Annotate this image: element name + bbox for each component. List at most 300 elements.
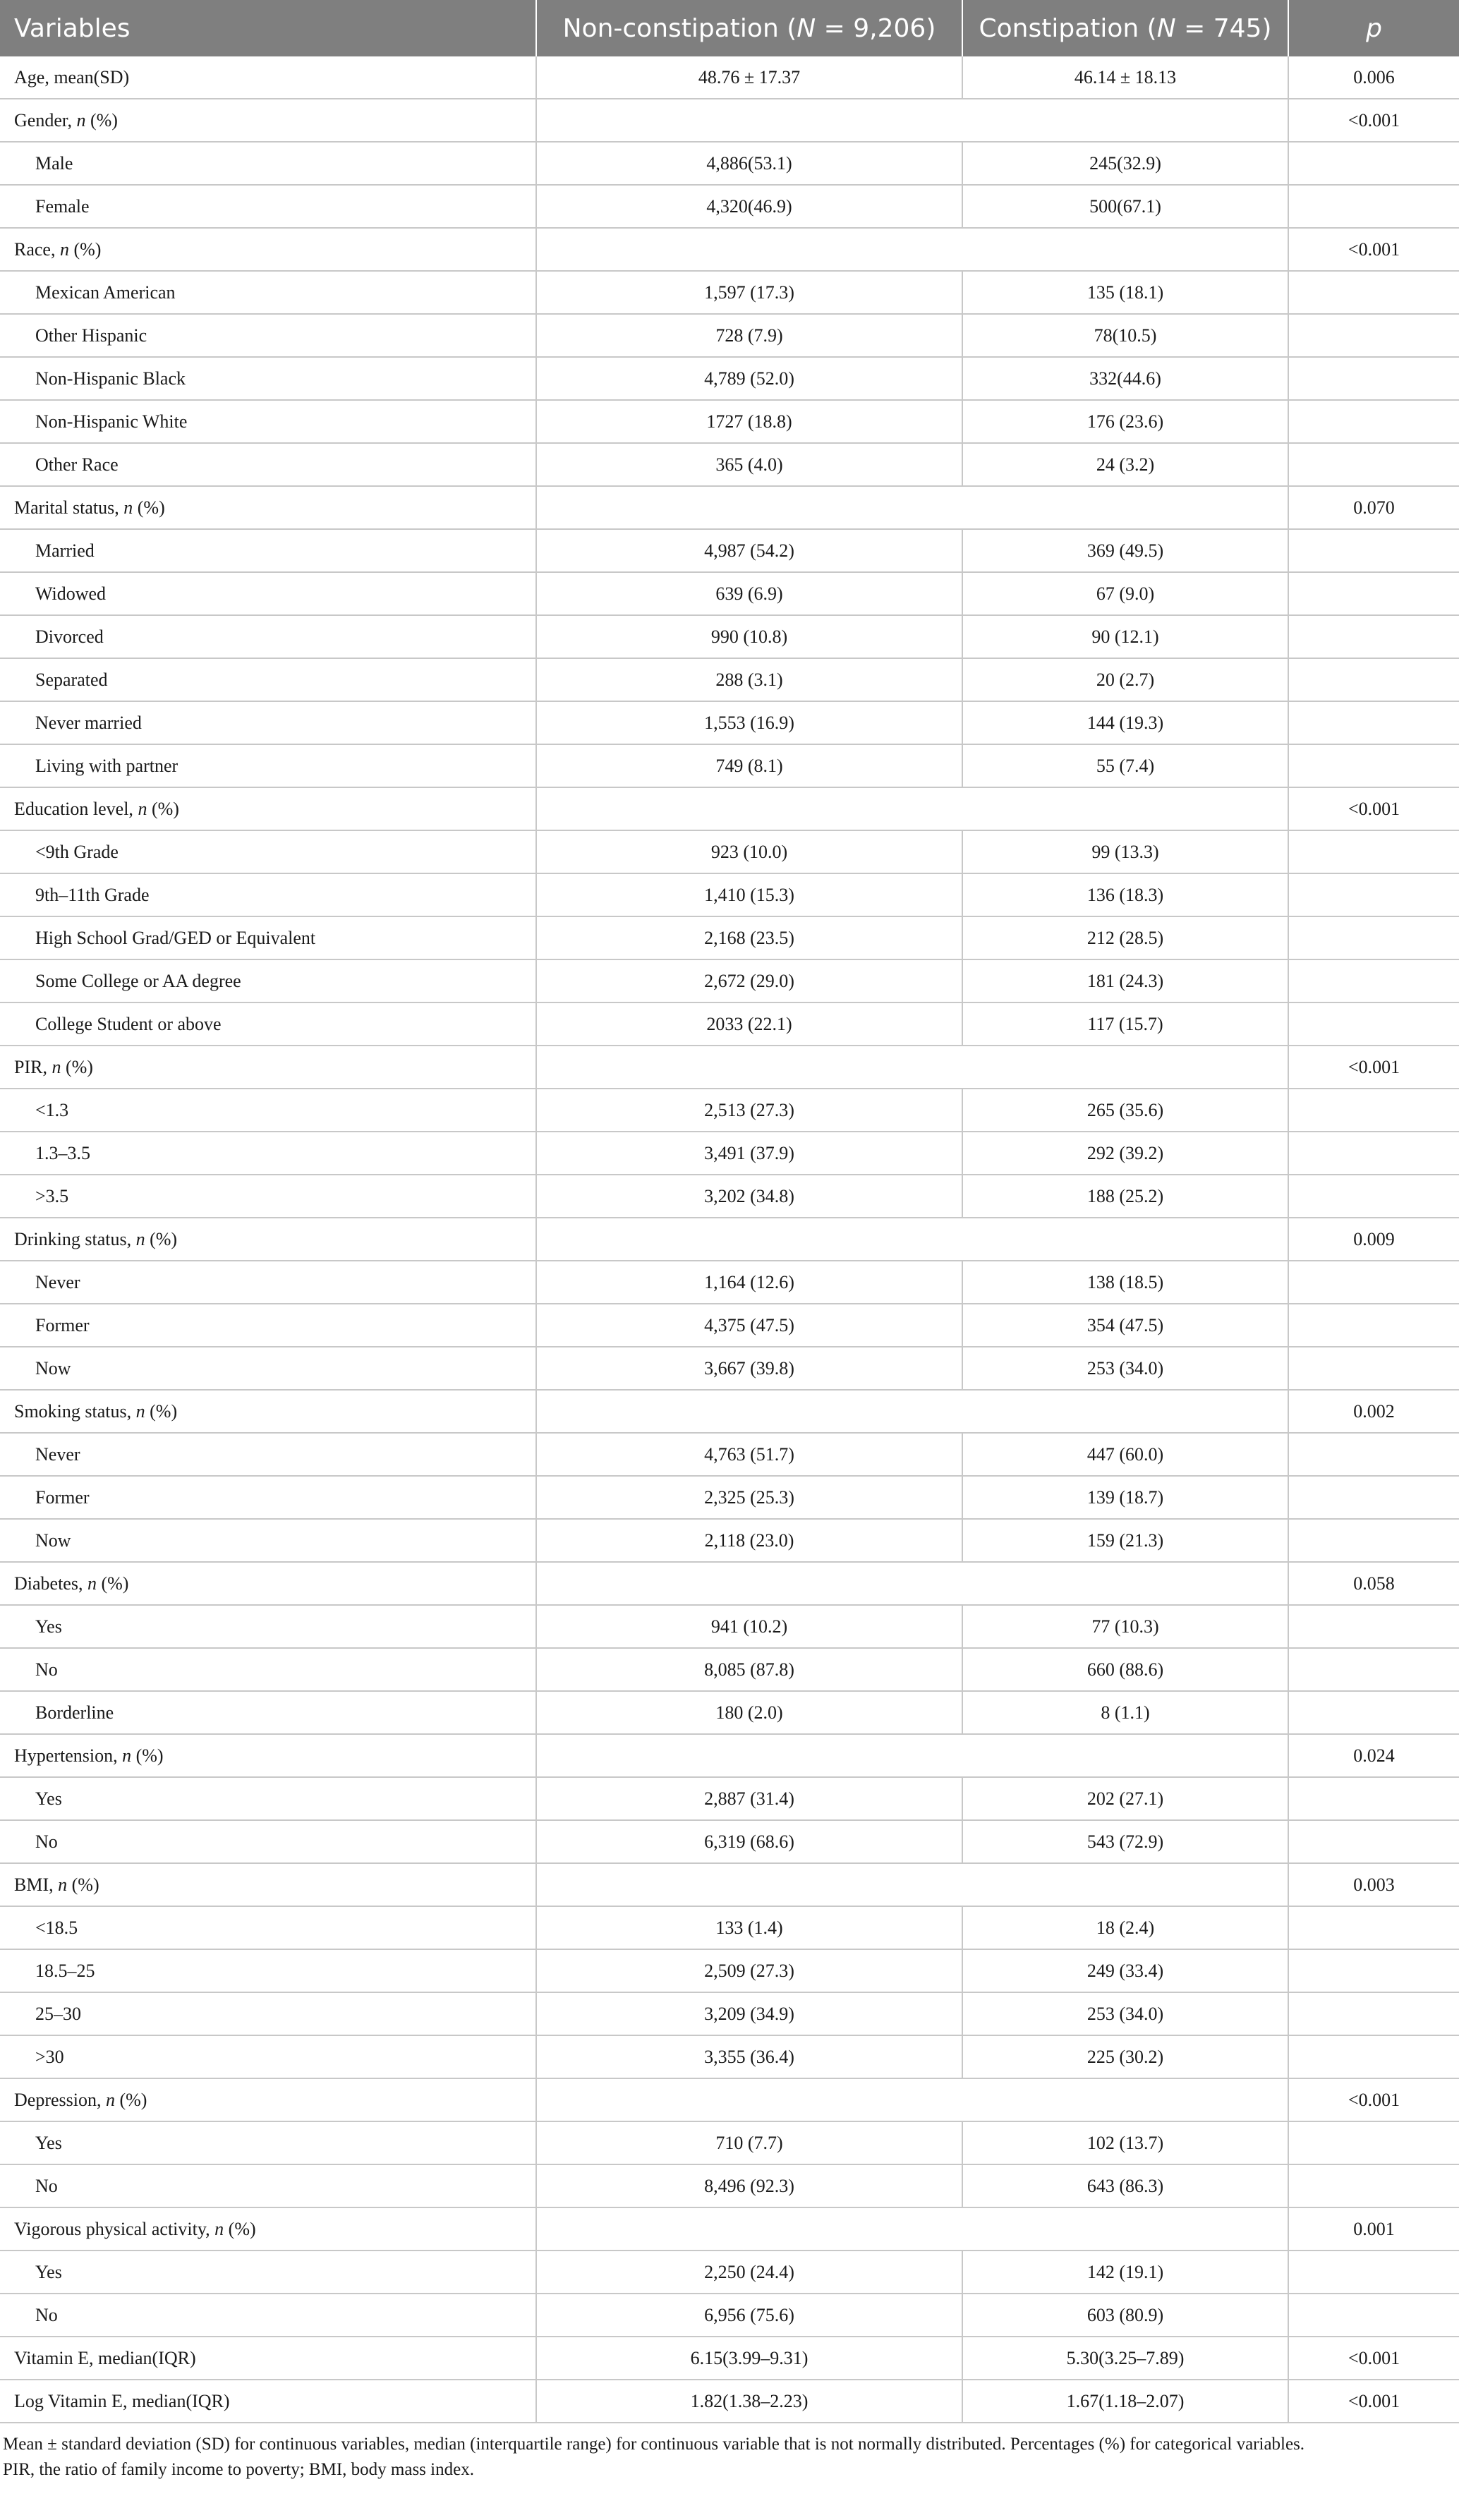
header-constipation-suffix: = 745) [1175, 13, 1272, 43]
table-row [0, 1519, 1459, 1562]
variable-label [0, 1734, 536, 1777]
variable-label [0, 1562, 536, 1605]
constipation-cell: 77 (10.3) [962, 1605, 1288, 1648]
group-empty-cell [536, 1562, 1288, 1605]
constipation-cell: 55 (7.4) [962, 744, 1288, 787]
p-value-cell [1288, 1433, 1459, 1476]
p-value-cell [1288, 873, 1459, 916]
variable-label: 18.5–25 [0, 1949, 536, 1992]
non-constipation-cell: 48.76 ± 17.37 [536, 56, 962, 99]
header-non-constipation [536, 0, 962, 56]
p-value-cell [1288, 916, 1459, 959]
table-row [0, 701, 1459, 744]
table-row [0, 443, 1459, 486]
table-row [0, 357, 1459, 400]
constipation-cell: 138 (18.5) [962, 1261, 1288, 1304]
group-label-n: n [122, 1745, 132, 1766]
p-value-cell [1288, 314, 1459, 357]
variable-label: Some College or AA degree [0, 959, 536, 1002]
p-value-cell [1288, 400, 1459, 443]
variable-label: Former [0, 1476, 536, 1519]
non-constipation-cell: 2,513 (27.3) [536, 1089, 962, 1132]
p-value-cell: 0.002 [1288, 1390, 1459, 1433]
non-constipation-cell: 749 (8.1) [536, 744, 962, 787]
variable-label [0, 2078, 536, 2121]
constipation-cell: 202 (27.1) [962, 1777, 1288, 1820]
header-p-value [1288, 0, 1459, 56]
constipation-cell: 135 (18.1) [962, 271, 1288, 314]
group-label-tail: (%) [133, 497, 165, 518]
constipation-cell: 181 (24.3) [962, 959, 1288, 1002]
group-label-n: n [76, 109, 86, 131]
p-value-cell: <0.001 [1288, 2380, 1459, 2423]
group-empty-cell [536, 486, 1288, 529]
constipation-cell: 212 (28.5) [962, 916, 1288, 959]
variable-label: Female [0, 185, 536, 228]
variable-label: Non-Hispanic White [0, 400, 536, 443]
variable-label: Non-Hispanic Black [0, 357, 536, 400]
variable-label: >3.5 [0, 1175, 536, 1218]
table-row [0, 1132, 1459, 1175]
group-label-tail: (%) [96, 1573, 129, 1594]
table-row [0, 1476, 1459, 1519]
constipation-cell: 245(32.9) [962, 142, 1288, 185]
table-row [0, 142, 1459, 185]
non-constipation-cell: 3,491 (37.9) [536, 1132, 962, 1175]
constipation-cell: 159 (21.3) [962, 1519, 1288, 1562]
variable-label: <9th Grade [0, 830, 536, 873]
constipation-cell: 8 (1.1) [962, 1691, 1288, 1734]
table-row [0, 744, 1459, 787]
variable-label: <1.3 [0, 1089, 536, 1132]
group-label-text: Smoking status, [14, 1400, 136, 1422]
p-value-cell [1288, 1175, 1459, 1218]
p-value-cell [1288, 1820, 1459, 1863]
table-row [0, 916, 1459, 959]
table-row [0, 271, 1459, 314]
header-constipation [962, 0, 1288, 56]
variable-label: Borderline [0, 1691, 536, 1734]
group-empty-cell [536, 1046, 1288, 1089]
group-label-text: Drinking status, [14, 1228, 136, 1249]
non-constipation-cell: 8,085 (87.8) [536, 1648, 962, 1691]
table-row [0, 529, 1459, 572]
variable-label: No [0, 1820, 536, 1863]
group-label-text: Race, [14, 238, 60, 260]
variable-label [0, 486, 536, 529]
group-label-n: n [58, 1874, 68, 1895]
non-constipation-cell: 2,168 (23.5) [536, 916, 962, 959]
footnote-line-2: PIR, the ratio of family income to poverty; BMI, body mass index. [3, 2460, 474, 2479]
non-constipation-cell: 6,319 (68.6) [536, 1820, 962, 1863]
group-label-n: n [135, 1400, 145, 1422]
p-value-cell [1288, 1002, 1459, 1046]
table-group-row [0, 2207, 1459, 2251]
p-value-cell [1288, 1906, 1459, 1949]
p-value-cell [1288, 1476, 1459, 1519]
header-constipation-n: N [1156, 13, 1176, 43]
variable-label: Widowed [0, 572, 536, 615]
group-label-n: n [59, 238, 69, 260]
constipation-cell: 543 (72.9) [962, 1820, 1288, 1863]
constipation-cell: 5.30(3.25–7.89) [962, 2337, 1288, 2380]
table-row [0, 615, 1459, 658]
variable-label: >30 [0, 2035, 536, 2078]
variable-label: No [0, 1648, 536, 1691]
group-label-n: n [87, 1573, 97, 1594]
constipation-cell: 188 (25.2) [962, 1175, 1288, 1218]
p-value-cell [1288, 744, 1459, 787]
non-constipation-cell: 639 (6.9) [536, 572, 962, 615]
table-row [0, 1648, 1459, 1691]
non-constipation-cell: 2,250 (24.4) [536, 2251, 962, 2294]
group-label-n: n [52, 1056, 61, 1077]
table-body [0, 56, 1459, 2423]
variable-label: Yes [0, 1777, 536, 1820]
p-value-cell: <0.001 [1288, 787, 1459, 830]
constipation-cell: 265 (35.6) [962, 1089, 1288, 1132]
variable-label: <18.5 [0, 1906, 536, 1949]
non-constipation-cell: 1.82(1.38–2.23) [536, 2380, 962, 2423]
table-row [0, 1304, 1459, 1347]
group-empty-cell [536, 99, 1288, 142]
group-label-tail: (%) [224, 2218, 256, 2239]
constipation-cell: 99 (13.3) [962, 830, 1288, 873]
table-row [0, 400, 1459, 443]
group-label-tail: (%) [61, 1056, 93, 1077]
p-value-cell [1288, 443, 1459, 486]
table-row [0, 56, 1459, 99]
variable-label: Never [0, 1261, 536, 1304]
p-value-cell: 0.070 [1288, 486, 1459, 529]
non-constipation-cell: 6,956 (75.6) [536, 2294, 962, 2337]
p-value-cell: 0.006 [1288, 56, 1459, 99]
group-label-text: Marital status, [14, 497, 124, 518]
constipation-cell: 142 (19.1) [962, 2251, 1288, 2294]
table-row [0, 1605, 1459, 1648]
variable-label: No [0, 2164, 536, 2207]
constipation-cell: 253 (34.0) [962, 1347, 1288, 1390]
non-constipation-cell: 3,202 (34.8) [536, 1175, 962, 1218]
p-value-cell [1288, 572, 1459, 615]
variable-label: Male [0, 142, 536, 185]
p-value-cell [1288, 1691, 1459, 1734]
group-label-tail: (%) [145, 1400, 178, 1422]
constipation-cell: 90 (12.1) [962, 615, 1288, 658]
constipation-cell: 102 (13.7) [962, 2121, 1288, 2164]
group-empty-cell [536, 1390, 1288, 1433]
p-value-cell: 0.024 [1288, 1734, 1459, 1777]
variable-label: Never [0, 1433, 536, 1476]
footnote-line-1: Mean ± standard deviation (SD) for continuous variables, median (interquartile range) for continuous variable that is not normally distributed. Percentages (%) for categorical variables. [3, 2435, 1305, 2454]
group-empty-cell [536, 2207, 1288, 2251]
variable-label [0, 2207, 536, 2251]
p-value-cell [1288, 271, 1459, 314]
group-label-n: n [214, 2218, 224, 2239]
table-group-row [0, 787, 1459, 830]
header-non-constipation-prefix: Non-constipation ( [562, 13, 797, 43]
variable-label [0, 787, 536, 830]
group-empty-cell [536, 1218, 1288, 1261]
variable-label: Log Vitamin E, median(IQR) [0, 2380, 536, 2423]
variable-label: Separated [0, 658, 536, 701]
non-constipation-cell: 3,667 (39.8) [536, 1347, 962, 1390]
group-empty-cell [536, 787, 1288, 830]
group-empty-cell [536, 1863, 1288, 1906]
table-row [0, 572, 1459, 615]
group-label-text: Education level, [14, 798, 138, 819]
group-label-text: Depression, [14, 2089, 106, 2110]
p-value-cell [1288, 1132, 1459, 1175]
p-value-cell [1288, 2121, 1459, 2164]
non-constipation-cell: 1727 (18.8) [536, 400, 962, 443]
group-label-n: n [105, 2089, 115, 2110]
p-value-cell [1288, 2164, 1459, 2207]
p-value-cell [1288, 1992, 1459, 2035]
table-group-row [0, 1734, 1459, 1777]
non-constipation-cell: 2,672 (29.0) [536, 959, 962, 1002]
variable-label: Other Race [0, 443, 536, 486]
p-value-cell [1288, 1648, 1459, 1691]
non-constipation-cell: 1,597 (17.3) [536, 271, 962, 314]
non-constipation-cell: 4,886(53.1) [536, 142, 962, 185]
variable-label [0, 228, 536, 271]
variable-label: Divorced [0, 615, 536, 658]
group-label-tail: (%) [114, 2089, 147, 2110]
non-constipation-cell: 8,496 (92.3) [536, 2164, 962, 2207]
table-row [0, 2121, 1459, 2164]
variable-label: Now [0, 1347, 536, 1390]
non-constipation-cell: 3,355 (36.4) [536, 2035, 962, 2078]
table-group-row [0, 2078, 1459, 2121]
constipation-cell: 249 (33.4) [962, 1949, 1288, 1992]
table-group-row [0, 1046, 1459, 1089]
constipation-cell: 176 (23.6) [962, 400, 1288, 443]
non-constipation-cell: 6.15(3.99–9.31) [536, 2337, 962, 2380]
table-row [0, 873, 1459, 916]
constipation-cell: 603 (80.9) [962, 2294, 1288, 2337]
table-group-row [0, 1562, 1459, 1605]
table-row [0, 2380, 1459, 2423]
p-value-cell [1288, 1089, 1459, 1132]
constipation-cell: 354 (47.5) [962, 1304, 1288, 1347]
variable-label: College Student or above [0, 1002, 536, 1046]
non-constipation-cell: 4,789 (52.0) [536, 357, 962, 400]
constipation-cell: 660 (88.6) [962, 1648, 1288, 1691]
p-value-cell: <0.001 [1288, 1046, 1459, 1089]
p-value-cell: <0.001 [1288, 2337, 1459, 2380]
variable-label [0, 1390, 536, 1433]
constipation-cell: 46.14 ± 18.13 [962, 56, 1288, 99]
non-constipation-cell: 3,209 (34.9) [536, 1992, 962, 2035]
variable-label: Other Hispanic [0, 314, 536, 357]
table-row [0, 830, 1459, 873]
p-value-cell [1288, 1519, 1459, 1562]
non-constipation-cell: 941 (10.2) [536, 1605, 962, 1648]
table-row [0, 658, 1459, 701]
p-value-cell [1288, 1777, 1459, 1820]
non-constipation-cell: 180 (2.0) [536, 1691, 962, 1734]
constipation-cell: 225 (30.2) [962, 2035, 1288, 2078]
table-row [0, 2164, 1459, 2207]
constipation-cell: 24 (3.2) [962, 443, 1288, 486]
constipation-cell: 292 (39.2) [962, 1132, 1288, 1175]
table-group-row [0, 228, 1459, 271]
variable-label: Married [0, 529, 536, 572]
non-constipation-cell: 990 (10.8) [536, 615, 962, 658]
group-label-text: Hypertension, [14, 1745, 123, 1766]
p-value-cell [1288, 2035, 1459, 2078]
variable-label: Never married [0, 701, 536, 744]
non-constipation-cell: 1,553 (16.9) [536, 701, 962, 744]
table-row [0, 2337, 1459, 2380]
table-footnote [0, 2423, 1459, 2483]
constipation-cell: 139 (18.7) [962, 1476, 1288, 1519]
group-label-text: Vigorous physical activity, [14, 2218, 215, 2239]
p-value-cell [1288, 357, 1459, 400]
variable-label: Vitamin E, median(IQR) [0, 2337, 536, 2380]
header-p-label: p [1366, 13, 1382, 43]
variable-label: Living with partner [0, 744, 536, 787]
non-constipation-cell: 288 (3.1) [536, 658, 962, 701]
table-group-row [0, 99, 1459, 142]
table-row [0, 1777, 1459, 1820]
non-constipation-cell: 4,763 (51.7) [536, 1433, 962, 1476]
constipation-cell: 1.67(1.18–2.07) [962, 2380, 1288, 2423]
table-row [0, 1691, 1459, 1734]
table-header-row [0, 0, 1459, 56]
variable-label: Mexican American [0, 271, 536, 314]
table-row [0, 2035, 1459, 2078]
variable-label: Yes [0, 1605, 536, 1648]
p-value-cell [1288, 2251, 1459, 2294]
p-value-cell [1288, 658, 1459, 701]
non-constipation-cell: 4,375 (47.5) [536, 1304, 962, 1347]
table-row [0, 959, 1459, 1002]
table-row [0, 1992, 1459, 2035]
constipation-cell: 20 (2.7) [962, 658, 1288, 701]
group-label-text: PIR, [14, 1056, 52, 1077]
variable-label: No [0, 2294, 536, 2337]
non-constipation-cell: 365 (4.0) [536, 443, 962, 486]
constipation-cell: 332(44.6) [962, 357, 1288, 400]
table-row [0, 1949, 1459, 1992]
header-non-constipation-suffix: = 9,206) [816, 13, 936, 43]
p-value-cell: 0.003 [1288, 1863, 1459, 1906]
variable-label: Former [0, 1304, 536, 1347]
group-label-tail: (%) [131, 1745, 164, 1766]
p-value-cell [1288, 142, 1459, 185]
group-label-tail: (%) [68, 238, 102, 260]
p-value-cell: <0.001 [1288, 99, 1459, 142]
p-value-cell [1288, 1304, 1459, 1347]
table-row [0, 1820, 1459, 1863]
non-constipation-cell: 728 (7.9) [536, 314, 962, 357]
p-value-cell: 0.001 [1288, 2207, 1459, 2251]
p-value-cell [1288, 1605, 1459, 1648]
table-row [0, 1347, 1459, 1390]
header-constipation-prefix: Constipation ( [979, 13, 1157, 43]
table-row [0, 1261, 1459, 1304]
group-label-text: Diabetes, [14, 1573, 87, 1594]
group-label-tail: (%) [145, 1228, 178, 1249]
constipation-cell: 369 (49.5) [962, 529, 1288, 572]
group-label-n: n [123, 497, 133, 518]
constipation-cell: 253 (34.0) [962, 1992, 1288, 2035]
table-row [0, 2251, 1459, 2294]
constipation-cell: 78(10.5) [962, 314, 1288, 357]
table-row [0, 1175, 1459, 1218]
table-row [0, 1002, 1459, 1046]
group-label-n: n [138, 798, 147, 819]
non-constipation-cell: 2033 (22.1) [536, 1002, 962, 1046]
non-constipation-cell: 133 (1.4) [536, 1906, 962, 1949]
variable-label: Age, mean(SD) [0, 56, 536, 99]
variable-label: Yes [0, 2121, 536, 2164]
group-empty-cell [536, 228, 1288, 271]
group-label-tail: (%) [147, 798, 179, 819]
non-constipation-cell: 4,987 (54.2) [536, 529, 962, 572]
p-value-cell [1288, 959, 1459, 1002]
group-label-text: BMI, [14, 1874, 59, 1895]
p-value-cell [1288, 701, 1459, 744]
p-value-cell [1288, 1949, 1459, 1992]
p-value-cell: 0.058 [1288, 1562, 1459, 1605]
variable-label [0, 1218, 536, 1261]
constipation-cell: 500(67.1) [962, 185, 1288, 228]
non-constipation-cell: 710 (7.7) [536, 2121, 962, 2164]
group-label-n: n [135, 1228, 145, 1249]
variable-label: 9th–11th Grade [0, 873, 536, 916]
variable-label: 1.3–3.5 [0, 1132, 536, 1175]
group-label-text: Gender, [14, 109, 77, 131]
p-value-cell [1288, 185, 1459, 228]
p-value-cell [1288, 830, 1459, 873]
p-value-cell [1288, 1347, 1459, 1390]
table-row [0, 2294, 1459, 2337]
table-row [0, 1089, 1459, 1132]
table-group-row [0, 1390, 1459, 1433]
variable-label [0, 1046, 536, 1089]
group-label-tail: (%) [85, 109, 118, 131]
p-value-cell [1288, 615, 1459, 658]
table-group-row [0, 1218, 1459, 1261]
non-constipation-cell: 1,410 (15.3) [536, 873, 962, 916]
table-group-row [0, 1863, 1459, 1906]
table-group-row [0, 486, 1459, 529]
non-constipation-cell: 1,164 (12.6) [536, 1261, 962, 1304]
non-constipation-cell: 2,509 (27.3) [536, 1949, 962, 1992]
p-value-cell [1288, 1261, 1459, 1304]
variable-label: Now [0, 1519, 536, 1562]
constipation-cell: 18 (2.4) [962, 1906, 1288, 1949]
constipation-cell: 117 (15.7) [962, 1002, 1288, 1046]
header-variables: Variables [0, 0, 536, 56]
non-constipation-cell: 923 (10.0) [536, 830, 962, 873]
p-value-cell: 0.009 [1288, 1218, 1459, 1261]
group-empty-cell [536, 2078, 1288, 2121]
table-row [0, 1433, 1459, 1476]
group-empty-cell [536, 1734, 1288, 1777]
constipation-cell: 643 (86.3) [962, 2164, 1288, 2207]
non-constipation-cell: 2,887 (31.4) [536, 1777, 962, 1820]
constipation-cell: 136 (18.3) [962, 873, 1288, 916]
p-value-cell [1288, 2294, 1459, 2337]
table-row [0, 314, 1459, 357]
variable-label: Yes [0, 2251, 536, 2294]
non-constipation-cell: 2,118 (23.0) [536, 1519, 962, 1562]
constipation-cell: 144 (19.3) [962, 701, 1288, 744]
